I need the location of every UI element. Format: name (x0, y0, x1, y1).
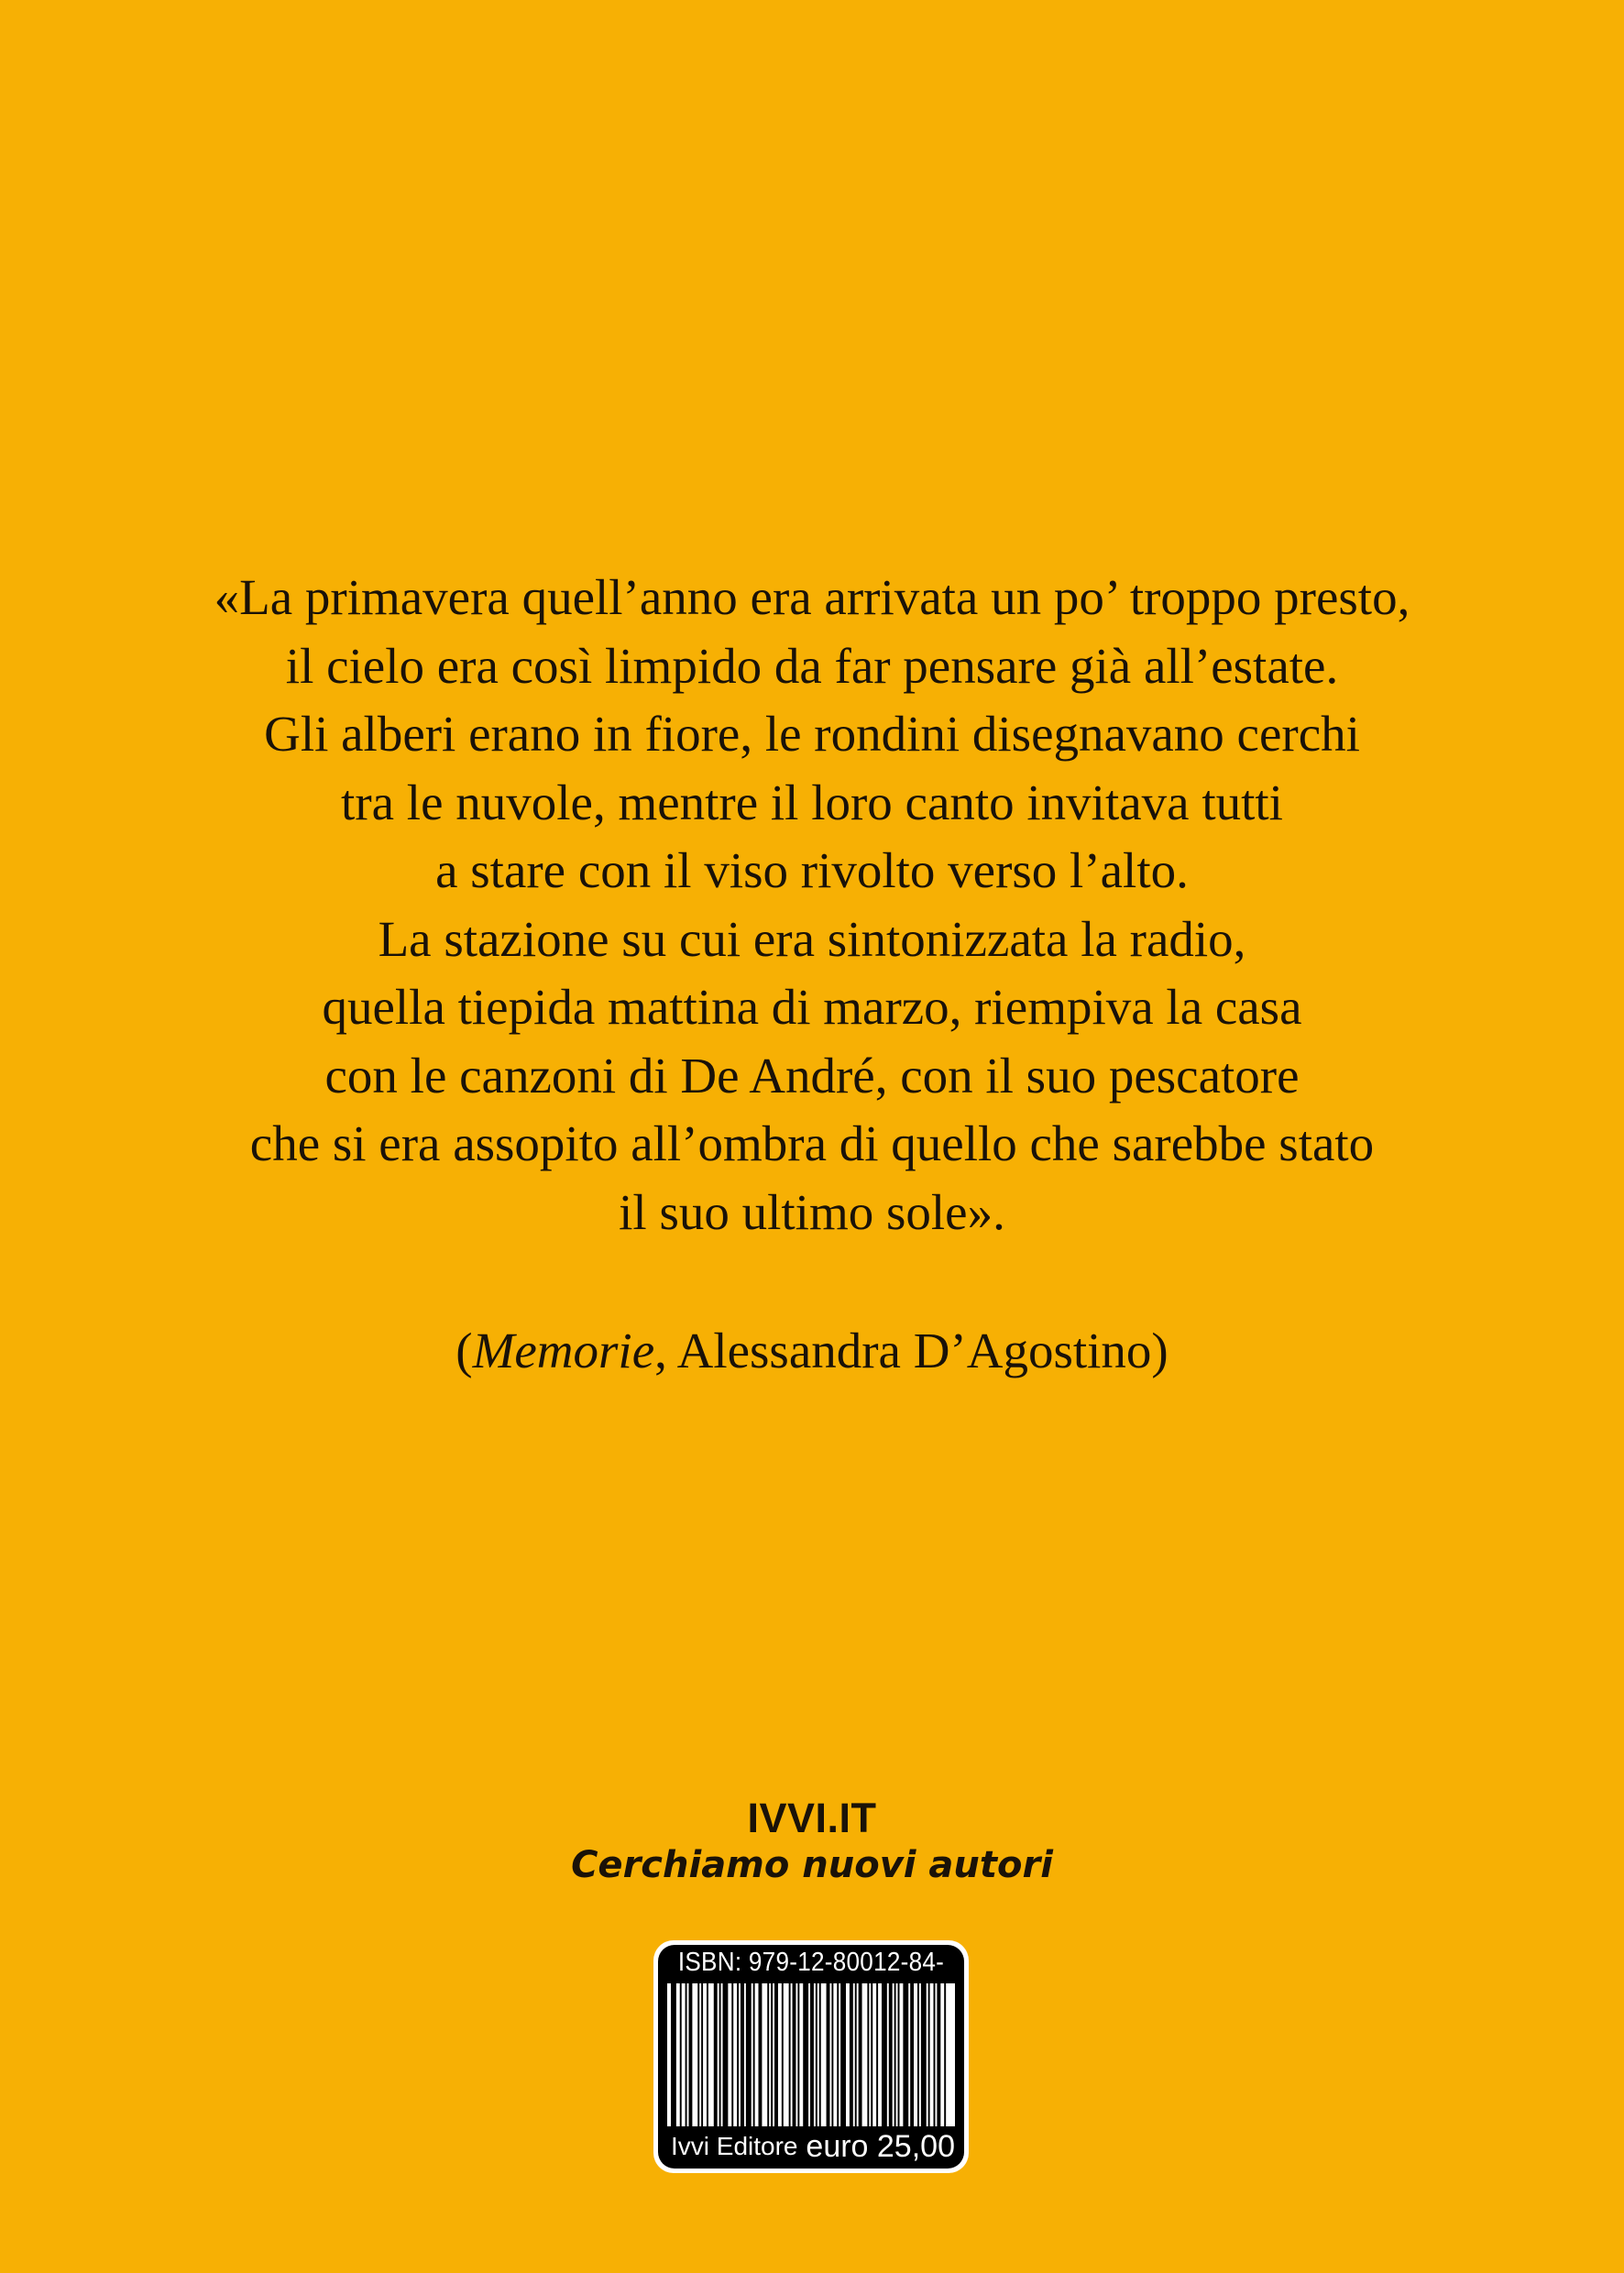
barcode-bar (731, 1983, 733, 2126)
barcode-bar (671, 1983, 676, 2126)
barcode-bar (819, 1983, 821, 2126)
publisher-tagline: Cerchiamo nuovi autori (571, 1844, 1053, 1886)
barcode-bar (889, 1983, 893, 2126)
barcode-panel (658, 1945, 964, 2169)
barcode-bar (686, 1983, 687, 2126)
barcode-bar (894, 1983, 896, 2126)
quote-line: che si era assopito all’ombra di quello che sarebbe stato (249, 1115, 1375, 1171)
quote-line: il cielo era così limpido da far pensare già all’estate. (285, 637, 1339, 694)
barcode-bars (667, 1983, 955, 2126)
barcode-bar (903, 1983, 908, 2126)
barcode-bar (882, 1983, 887, 2126)
barcode-bar (714, 1983, 718, 2126)
attribution-close-paren: ) (1151, 1323, 1169, 1378)
barcode-bar (937, 1983, 940, 2126)
barcode-bar (767, 1983, 769, 2126)
author-name: Alessandra D’Agostino (676, 1323, 1152, 1378)
barcode-bar (746, 1983, 752, 2126)
barcode-bar (934, 1983, 936, 2126)
barcode-bar (688, 1983, 692, 2126)
barcode-footer (658, 2128, 964, 2165)
barcode-bar (680, 1983, 682, 2126)
barcode-bar (855, 1983, 857, 2126)
barcode-bar (723, 1983, 729, 2126)
barcode-publisher-name: Ivvi Editore (671, 2132, 798, 2160)
publisher-block (0, 1795, 1624, 1888)
barcode-bar (803, 1983, 808, 2126)
barcode-bar (944, 1983, 946, 2126)
barcode-bar (816, 1983, 817, 2126)
barcode-bar (850, 1983, 853, 2126)
barcode-bar (917, 1983, 919, 2126)
barcode-bar (837, 1983, 839, 2126)
barcode-graphic (667, 1983, 955, 2126)
barcode-bar (697, 1983, 699, 2126)
back-cover-quote (0, 564, 1624, 1246)
barcode-bar (789, 1983, 791, 2126)
barcode-bar (810, 1983, 814, 2126)
publisher-website: IVVI.IT (747, 1795, 877, 1841)
barcode-bar (737, 1983, 739, 2126)
quote-line: tra le nuvole, mentre il loro canto invitava tutti (341, 774, 1283, 830)
quote-line: il suo ultimo sole». (619, 1183, 1005, 1240)
barcode-bar (774, 1983, 778, 2126)
barcode-bar (793, 1983, 796, 2126)
barcode-bar (719, 1983, 721, 2126)
barcode-bar (759, 1983, 763, 2126)
quote-line: Gli alberi erano in fiore, le rondini disegnavano cerchi (264, 706, 1360, 762)
quote-line: «La primavera quell’anno era arrivata un po’ troppo presto, (214, 569, 1410, 625)
barcode-bar (771, 1983, 773, 2126)
barcode-bar (876, 1983, 878, 2126)
work-title: Memorie (472, 1323, 655, 1378)
quote-attribution (0, 1317, 1624, 1385)
barcode-bar (753, 1983, 755, 2126)
barcode-bar (831, 1983, 833, 2126)
barcode-bar (741, 1983, 744, 2126)
isbn-barcode-box (653, 1940, 969, 2173)
barcode-bar (898, 1983, 900, 2126)
barcode-bar (701, 1983, 703, 2126)
quote-line: a stare con il viso rivolto verso l’alto. (435, 842, 1189, 898)
barcode-bar (910, 1983, 914, 2126)
quote-line: con le canzoni di De André, con il suo pescatore (324, 1047, 1300, 1104)
barcode-bar (867, 1983, 869, 2126)
barcode-bar (928, 1983, 930, 2126)
barcode-bar (797, 1983, 799, 2126)
barcode-bar (707, 1983, 708, 2126)
barcode-bar (871, 1983, 872, 2126)
attribution-open-paren: ( (455, 1323, 473, 1378)
barcode-bar (859, 1983, 862, 2126)
barcode-bar (921, 1983, 927, 2126)
quote-line: quella tiepida mattina di marzo, riempiva la casa (322, 979, 1302, 1035)
price-label: euro 25,00 (806, 2129, 955, 2164)
isbn-label: ISBN: 979-12-80012-84- (677, 1948, 945, 1977)
quote-line: La stazione su cui era sintonizzata la radio, (378, 910, 1246, 967)
barcode-bar (840, 1983, 846, 2126)
attribution-separator: , (654, 1323, 677, 1378)
barcode-bar (782, 1983, 784, 2126)
barcode-bar (827, 1983, 830, 2126)
